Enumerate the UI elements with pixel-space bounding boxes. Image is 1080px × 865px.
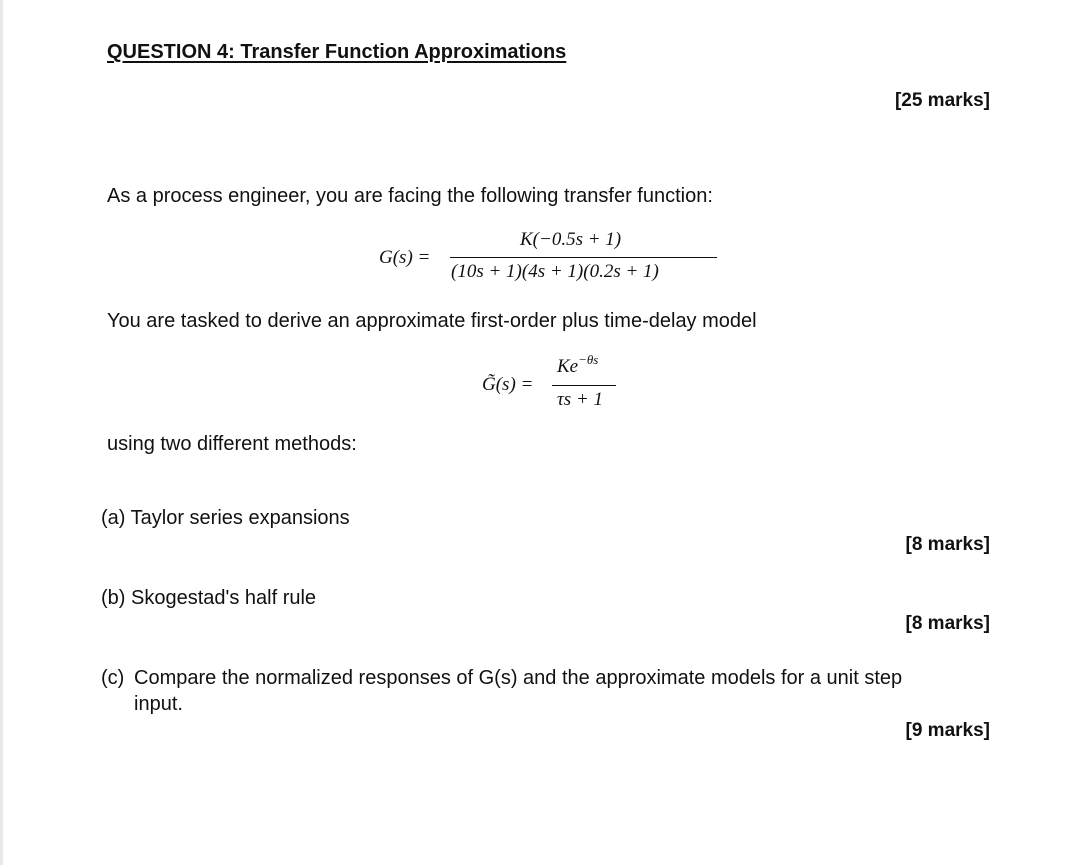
part-c-prefix: (c) [101, 667, 125, 689]
intro-text: As a process engineer, you are facing the following transfer function: [107, 185, 713, 207]
methods-intro-text: using two different methods: [107, 433, 357, 455]
equation2-fraction-bar [552, 385, 616, 386]
equation2-numerator-base: Ke [557, 356, 579, 377]
equation1-fraction-bar [450, 257, 717, 258]
part-a-marks: [8 marks] [905, 534, 990, 555]
equation1-lhs: G(s) = [379, 247, 431, 268]
part-c-line2: input. [134, 693, 183, 715]
part-a-label: (a) Taylor series expansions [101, 507, 350, 529]
part-c-text [101, 665, 1001, 717]
page-edge [0, 0, 3, 865]
question-title: QUESTION 4: Transfer Function Approximations [107, 41, 567, 63]
part-c-line1: Compare the normalized responses of G(s) and the approximate models for a unit step [134, 667, 903, 689]
part-b-marks: [8 marks] [905, 613, 990, 634]
equation1-numerator: K(−0.5s + 1) [520, 229, 622, 250]
equation2-lhs: G̃(s) = [482, 374, 534, 395]
part-c-marks: [9 marks] [905, 720, 990, 741]
task-text: You are tasked to derive an approximate first-order plus time-delay model [107, 310, 757, 332]
equation1-denominator: (10s + 1)(4s + 1)(0.2s + 1) [451, 261, 659, 282]
equation2-denominator: τs + 1 [557, 389, 604, 410]
equation2-numerator [557, 352, 599, 378]
part-b-label: (b) Skogestad's half rule [101, 587, 317, 609]
equation2-exponent: −θs [578, 352, 599, 367]
total-marks: [25 marks] [894, 90, 990, 111]
